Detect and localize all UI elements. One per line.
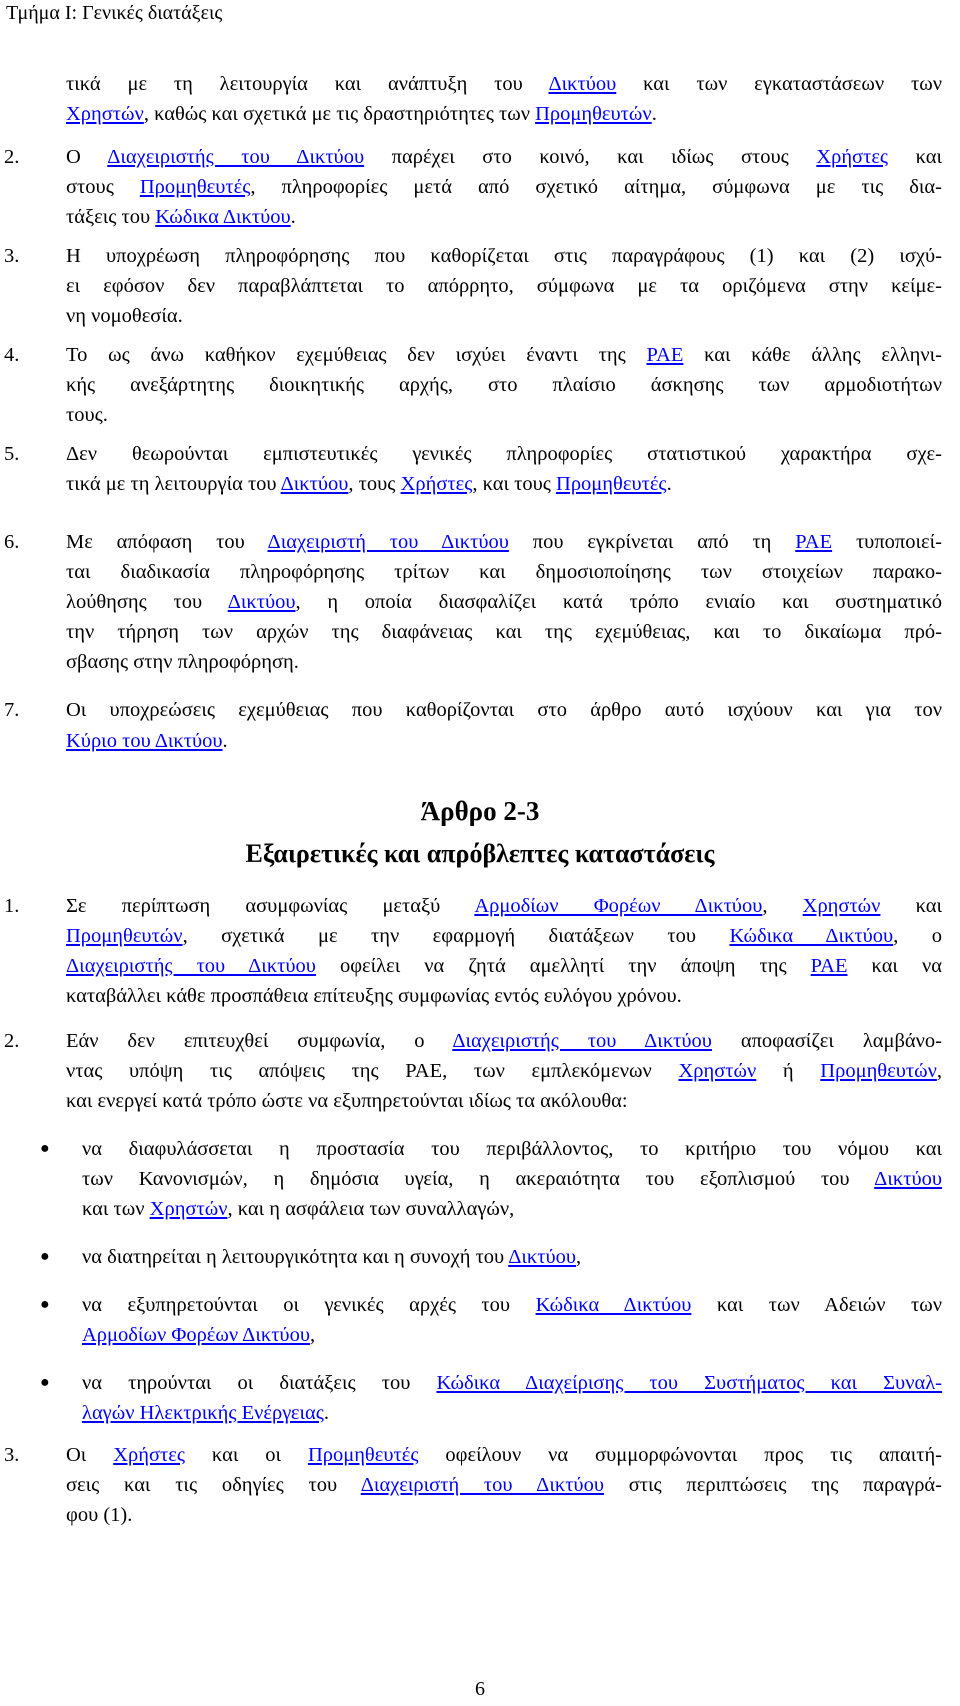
link-promitheutes[interactable]: Προμηθευτές (556, 473, 667, 495)
paragraph-number: 2. (4, 1030, 20, 1052)
link-kodikas-diaxeirisis[interactable]: Κώδικα Διαχείρισης του Συστήματος και Συναλ- (436, 1372, 942, 1394)
link-diktyo[interactable]: Δικτύου (508, 1246, 577, 1268)
paragraph-number: 1. (4, 895, 20, 917)
b2-line-1: να διατηρείται η λειτουργικότητα και η συνοχή του Δικτύου, (82, 1246, 582, 1268)
p7-line-2: Κύριο του Δικτύου. (66, 730, 228, 752)
a3-line-2: σεις και τις οδηγίες του Διαχειριστή του Δικτύου στις περιπτώσεις της παραγρά- (66, 1474, 942, 1496)
bullet-icon: ● (40, 1374, 50, 1391)
paragraph-number: 5. (4, 443, 20, 465)
p6-line-4: την τήρηση των αρχών της διαφάνειας και της εχεμύθειας, και το δικαίωμα πρό- (66, 621, 942, 643)
p4-line-2: κής ανεξάρτητης διοικητικής αρχής, στο πλαίσιο άσκησης των αρμοδιοτήτων (66, 374, 942, 396)
b4-line-2: λαγών Ηλεκτρικής Ενέργειας. (82, 1402, 330, 1424)
a2-line-2: ντας υπόψη τις απόψεις της ΡΑΕ, των εμπλεκόμενων Χρηστών ή Προμηθευτών, (66, 1060, 942, 1082)
link-armodioi-foreis[interactable]: Αρμοδίων Φορέων Δικτύου (82, 1324, 310, 1346)
running-header: Τμήμα Ι: Γενικές διατάξεις (6, 2, 223, 24)
a1-line-2: Προμηθευτών, σχετικά με την εφαρμογή διατάξεων του Κώδικα Δικτύου, ο (66, 925, 943, 947)
paragraph-number: 2. (4, 146, 20, 168)
link-kodikas-diktyou[interactable]: Κώδικα Δικτύου (535, 1294, 692, 1316)
p5-line-1: Δεν θεωρούνται εμπιστευτικές γενικές πληροφορίες στατιστικού χαρακτήρα σχε- (66, 443, 942, 465)
intro-line-1: τικά με τη λειτουργία και ανάπτυξη του Δικτύου και των εγκαταστάσεων των (66, 73, 942, 95)
link-xristes[interactable]: Χρήστες (816, 146, 889, 168)
page-number: 6 (475, 1678, 485, 1700)
bullet-icon: ● (40, 1248, 50, 1265)
p4-line-1: Το ως άνω καθήκον εχεμύθειας δεν ισχύει έναντι της ΡΑΕ και κάθε άλλης ελληνι- (66, 344, 942, 366)
b1-line-1: να διαφυλάσσεται η προστασία του περιβάλλοντος, το κριτήριο του νόμου και (82, 1138, 942, 1160)
link-xristes[interactable]: Χρηστών (66, 103, 144, 125)
p2-line-2: στους Προμηθευτές, πληροφορίες μετά από σχετικό αίτημα, σύμφωνα με τις δια- (66, 176, 942, 198)
a1-line-3: Διαχειριστής του Δικτύου οφείλει να ζητά αμελλητί την άποψη της ΡΑΕ και να (66, 955, 942, 977)
b1-line-2: των Κανονισμών, η δημόσια υγεία, η ακεραιότητα του εξοπλισμού του Δικτύου (82, 1168, 942, 1190)
a3-line-1: Οι Χρήστες και οι Προμηθευτές οφείλουν να συμμορφώνονται προς τις απαιτή- (66, 1444, 943, 1466)
link-xristes[interactable]: Χρήστες (400, 473, 473, 495)
link-diaxeiristis[interactable]: Διαχειριστή του Δικτύου (267, 531, 509, 553)
p4-line-3: τους. (66, 404, 108, 426)
link-diaxeiristis[interactable]: Διαχειριστής του Δικτύου (452, 1030, 712, 1052)
link-rae[interactable]: ΡΑΕ (810, 955, 848, 977)
link-rae[interactable]: ΡΑΕ (646, 344, 684, 366)
a2-line-1: Εάν δεν επιτευχθεί συμφωνία, ο Διαχειριστής του Δικτύου αποφασίζει λαμβάνο- (66, 1030, 943, 1052)
bullet-icon: ● (40, 1140, 50, 1157)
a2-line-3: και ενεργεί κατά τρόπο ώστε να εξυπηρετούνται ιδίως τα ακόλουθα: (66, 1090, 628, 1112)
link-diaxeiristis[interactable]: Διαχειριστής του Δικτύου (66, 955, 316, 977)
link-diktyo[interactable]: Δικτύου (548, 73, 617, 95)
p6-line-2: ται διαδικασία πληροφόρησης τρίτων και δημοσιοποίησης των στοιχείων παρακο- (66, 561, 942, 583)
a1-line-1: Σε περίπτωση ασυμφωνίας μεταξύ Αρμοδίων Φορέων Δικτύου, Χρηστών και (66, 895, 943, 917)
link-promitheutes[interactable]: Προμηθευτών (820, 1060, 937, 1082)
paragraph-number: 6. (4, 531, 20, 553)
b3-line-2: Αρμοδίων Φορέων Δικτύου, (82, 1324, 316, 1346)
link-diktyo[interactable]: Δικτύου (874, 1168, 942, 1190)
intro-line-2: Χρηστών, καθώς και σχετικά με τις δραστηριότητες των Προμηθευτών. (66, 103, 657, 125)
p6-line-3: λούθησης του Δικτύου, η οποία διασφαλίζει κατά τρόπο ενιαίο και συστηματικό (66, 591, 943, 613)
link-promitheutes[interactable]: Προμηθευτές (139, 176, 251, 198)
p6-line-5: σβασης στην πληροφόρηση. (66, 651, 299, 673)
link-diktyo[interactable]: Δικτύου (280, 473, 349, 495)
p2-line-3: τάξεις του Κώδικα Δικτύου. (66, 206, 296, 228)
p3-line-1: Η υποχρέωση πληροφόρησης που καθορίζεται στις παραγράφους (1) και (2) ισχύ- (66, 245, 942, 267)
b1-line-3: και των Χρηστών, και η ασφάλεια των συναλλαγών, (82, 1198, 515, 1220)
link-rae[interactable]: ΡΑΕ (795, 531, 833, 553)
link-diktyo[interactable]: Δικτύου (227, 591, 296, 613)
link-xristes[interactable]: Χρηστών (149, 1198, 228, 1220)
paragraph-number: 7. (4, 699, 20, 721)
link-promitheutes[interactable]: Προμηθευτών (535, 103, 652, 125)
link-xristes[interactable]: Χρηστών (802, 895, 881, 917)
paragraph-number: 4. (4, 344, 20, 366)
link-diaxeiristis[interactable]: Διαχειριστής του Δικτύου (107, 146, 365, 168)
link-promitheutes[interactable]: Προμηθευτών (66, 925, 183, 947)
p2-line-1: Ο Διαχειριστής του Δικτύου παρέχει στο κοινό, και ιδίως στους Χρήστες και (66, 146, 942, 168)
article-subtitle: Εξαιρετικές και απρόβλεπτες καταστάσεις (245, 839, 715, 868)
bullet-icon: ● (40, 1296, 50, 1313)
link-kyrios-diktyou[interactable]: Κύριο του Δικτύου (66, 730, 223, 752)
link-xristes[interactable]: Χρήστες (113, 1444, 186, 1466)
article-title: Άρθρο 2-3 (420, 796, 540, 826)
a1-line-4: καταβάλλει κάθε προσπάθεια επίτευξης συμφωνίας εντός ευλόγου χρόνου. (66, 985, 682, 1007)
link-armodioi-foreis[interactable]: Αρμοδίων Φορέων Δικτύου (474, 895, 763, 917)
p6-line-1: Με απόφαση του Διαχειριστή του Δικτύου που εγκρίνεται από τη ΡΑΕ τυποποιεί- (66, 531, 942, 553)
p5-line-2: τικά με τη λειτουργία του Δικτύου, τους Χρήστες, και τους Προμηθευτές. (66, 473, 672, 495)
paragraph-number: 3. (4, 1444, 20, 1466)
b3-line-1: να εξυπηρετούνται οι γενικές αρχές του Κώδικα Δικτύου και των Αδειών των (82, 1294, 942, 1316)
p7-line-1: Οι υποχρεώσεις εχεμύθειας που καθορίζονται στο άρθρο αυτό ισχύουν και για τον (66, 699, 942, 721)
paragraph-number: 3. (4, 245, 20, 267)
link-kodikas-diaxeirisis[interactable]: λαγών Ηλεκτρικής Ενέργειας (82, 1402, 324, 1424)
p3-line-2: ει εφόσον δεν παραβλάπτεται το απόρρητο, σύμφωνα με τα οριζόμενα στην κείμε- (66, 275, 942, 297)
link-kodikas-diktyou[interactable]: Κώδικα Δικτύου (729, 925, 894, 947)
p3-line-3: νη νομοθεσία. (66, 305, 183, 327)
link-promitheutes[interactable]: Προμηθευτές (307, 1444, 419, 1466)
link-diaxeiristis[interactable]: Διαχειριστή του Δικτύου (360, 1474, 604, 1496)
b4-line-1: να τηρούνται οι διατάξεις του Κώδικα Διαχείρισης του Συστήματος και Συναλ- (82, 1372, 942, 1394)
link-xristes[interactable]: Χρηστών (678, 1060, 757, 1082)
a3-line-3: φου (1). (66, 1504, 133, 1526)
link-kodikas-diktyou[interactable]: Κώδικα Δικτύου (155, 206, 291, 228)
